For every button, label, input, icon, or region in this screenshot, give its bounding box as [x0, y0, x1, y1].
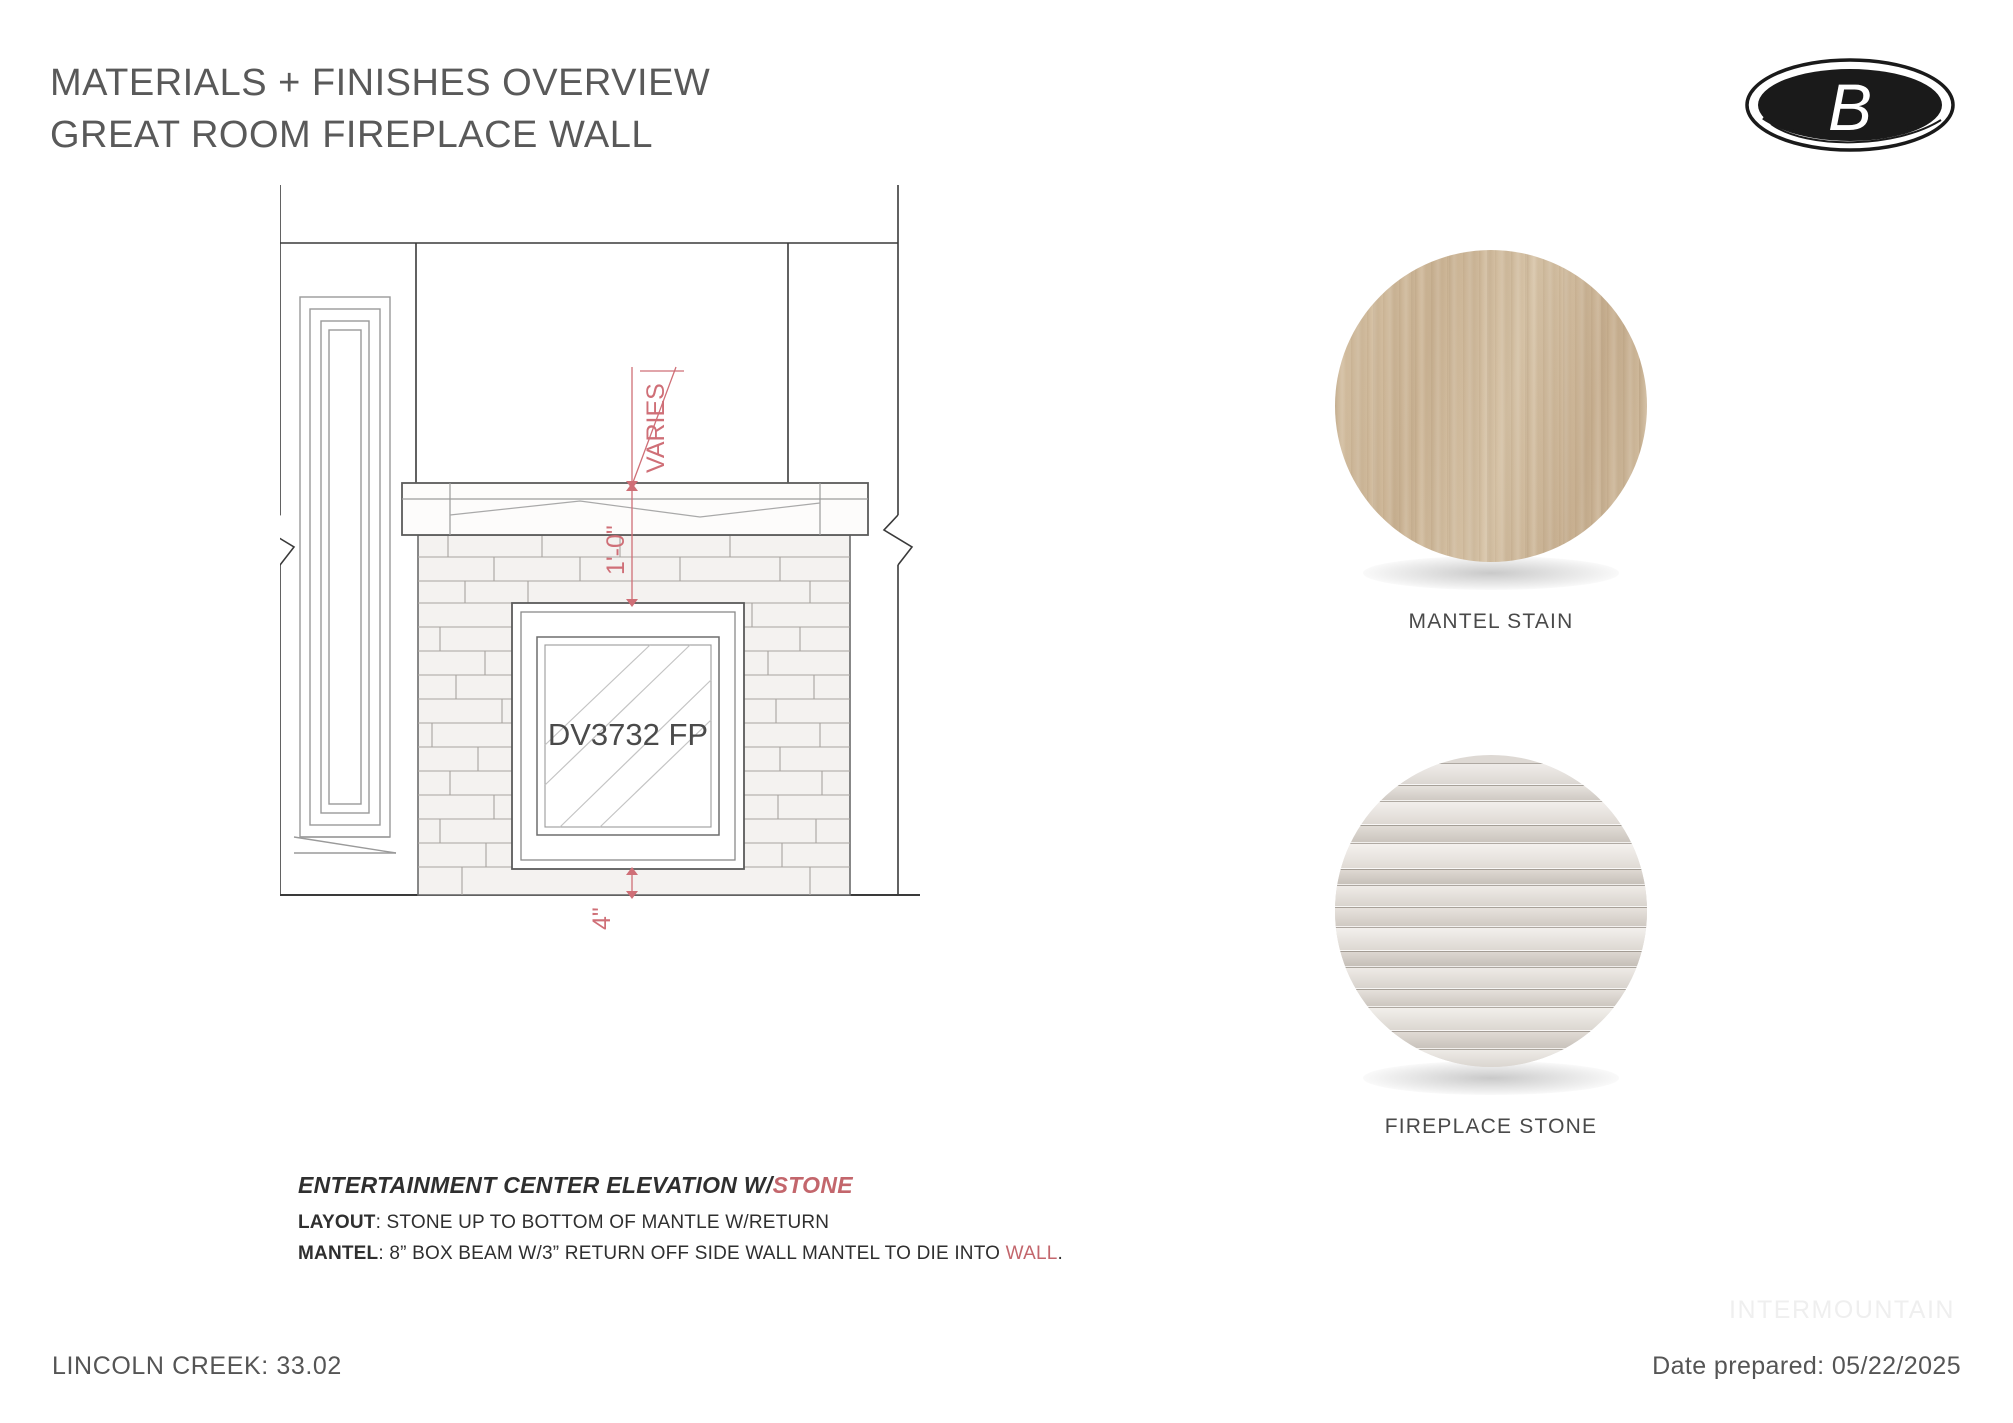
swatch-fireplace-stone	[1335, 755, 1647, 1138]
stone-texture	[1335, 755, 1647, 1067]
caption-mantel-tail: .	[1057, 1243, 1063, 1264]
dimension-varies: VARIES	[642, 383, 670, 473]
caption-title-main: ENTERTAINMENT CENTER ELEVATION W/	[298, 1172, 773, 1198]
caption-mantel-label: MANTEL	[298, 1243, 379, 1264]
drawing-caption	[298, 1172, 1078, 1274]
caption-row-layout	[298, 1212, 1078, 1234]
brand-logo	[1745, 58, 1955, 153]
dimension-mantel-height: 1'-0"	[602, 525, 630, 575]
caption-mantel-text: : 8” BOX BEAM W/3” RETURN OFF SIDE WALL MANTEL TO DIE INTO	[378, 1243, 1006, 1264]
caption-row-mantel	[298, 1243, 1078, 1265]
caption-layout-label: LAYOUT	[298, 1212, 376, 1233]
page-title-line-2: GREAT ROOM FIREPLACE WALL	[50, 113, 654, 156]
footer-project: LINCOLN CREEK: 33.02	[52, 1352, 342, 1380]
page-title	[50, 58, 710, 161]
swatch-mantel-stain-label: MANTEL STAIN	[1408, 610, 1574, 633]
caption-mantel-accent: WALL	[1005, 1243, 1058, 1264]
footer-date-prepared: Date prepared: 05/22/2025	[1652, 1352, 1961, 1380]
page-title-line-1: MATERIALS + FINISHES OVERVIEW	[50, 62, 711, 104]
caption-layout-text: : STONE UP TO BOTTOM OF MANTLE W/RETURN	[375, 1212, 830, 1233]
svg-text:B: B	[1827, 70, 1873, 144]
swatch-mantel-stain-image	[1335, 250, 1647, 562]
firebox-model-label: DV3732 FP	[547, 717, 709, 752]
swatch-mantel-stain	[1335, 250, 1647, 633]
elevation-drawing	[280, 185, 1160, 1185]
swatch-fireplace-stone-label: FIREPLACE STONE	[1384, 1115, 1598, 1138]
caption-title-accent: STONE	[772, 1172, 853, 1198]
caption-title	[298, 1172, 1078, 1199]
dimension-hearth: 4"	[588, 907, 616, 930]
swatch-fireplace-stone-image	[1335, 755, 1647, 1067]
watermark: INTERMOUNTAIN	[1729, 1296, 1955, 1324]
